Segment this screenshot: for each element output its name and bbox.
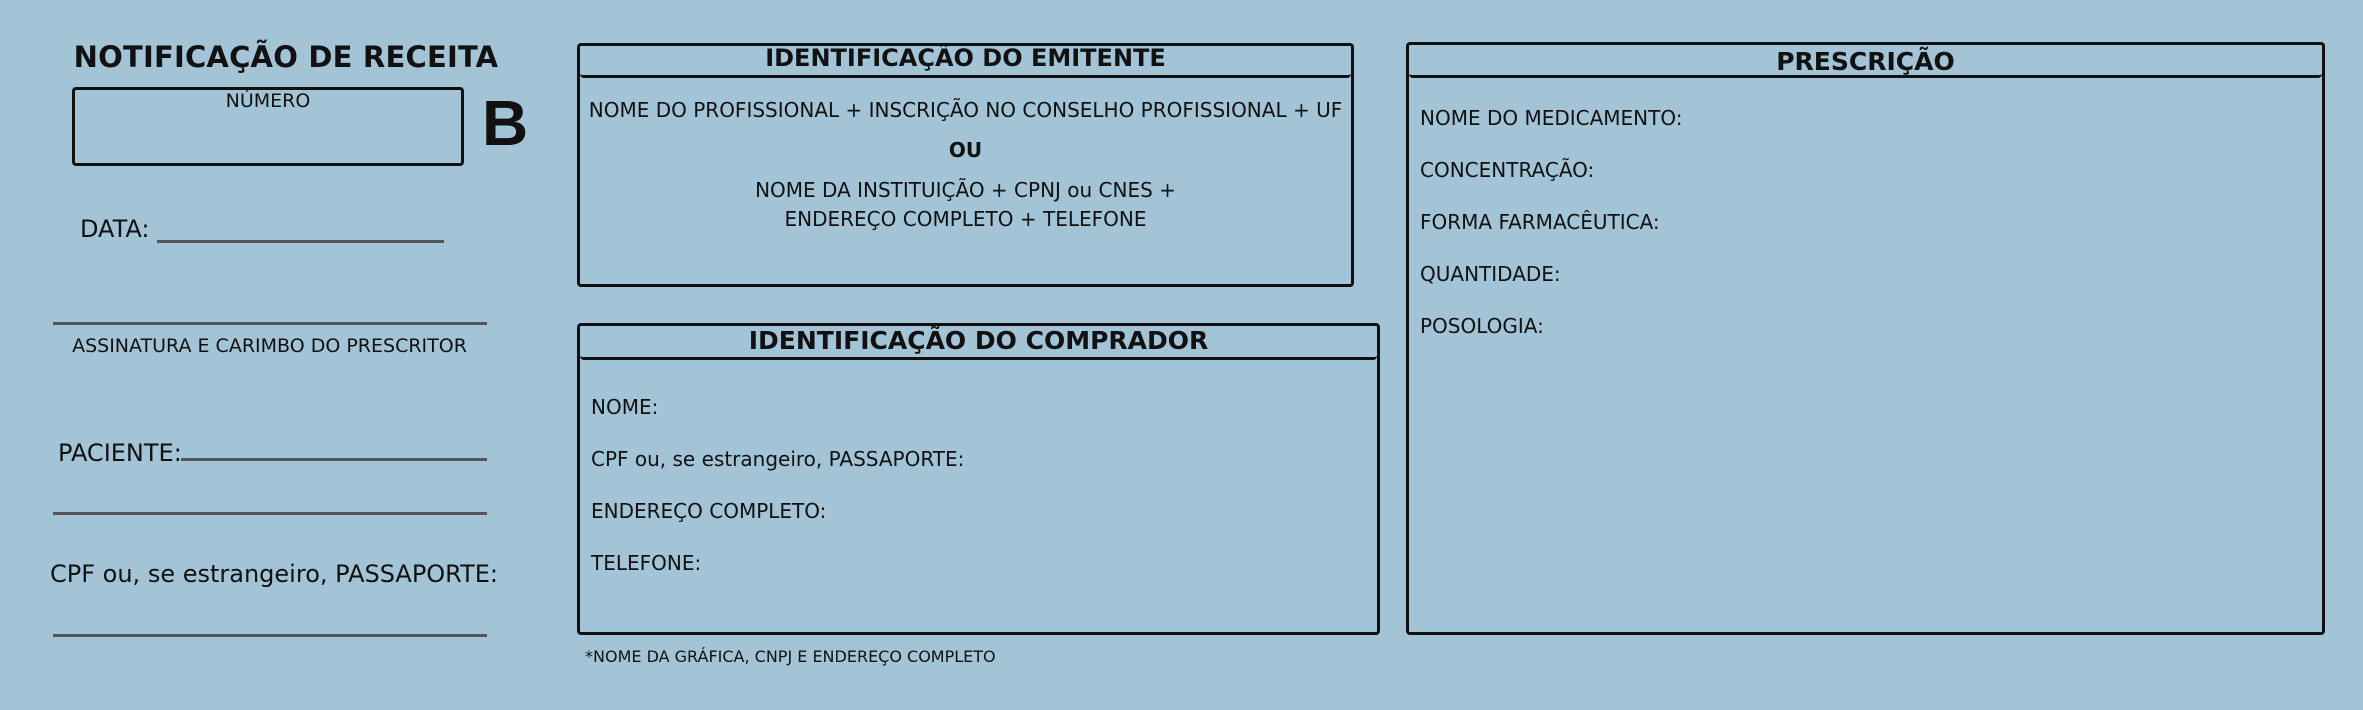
- comprador-panel: [577, 323, 1380, 635]
- comprador-title: IDENTIFICAÇÃO DO COMPRADOR: [580, 326, 1377, 360]
- comprador-endereco-field[interactable]: ENDEREÇO COMPLETO:: [591, 499, 827, 523]
- signature-line[interactable]: [53, 322, 487, 325]
- prescricao-title: PRESCRIÇÃO: [1409, 45, 2322, 78]
- comprador-nome-field[interactable]: NOME:: [591, 395, 659, 419]
- cpf-input-line[interactable]: [53, 634, 487, 637]
- data-input-line[interactable]: [157, 240, 444, 243]
- emitente-line3: ENDEREÇO COMPLETO + TELEFONE: [784, 207, 1147, 231]
- paciente-label: PACIENTE:: [58, 439, 182, 467]
- emitente-line2: NOME DA INSTITUIÇÃO + CPNJ ou CNES +: [755, 178, 1176, 202]
- paciente-second-line[interactable]: [53, 512, 487, 515]
- numero-field[interactable]: [72, 87, 464, 166]
- numero-label: NÚMERO: [225, 90, 311, 112]
- medicamento-field[interactable]: NOME DO MEDICAMENTO:: [1420, 106, 1683, 130]
- form-title: NOTIFICAÇÃO DE RECEITA: [73, 40, 499, 74]
- concentracao-field[interactable]: CONCENTRAÇÃO:: [1420, 158, 1595, 182]
- footnote: *NOME DA GRÁFICA, CNPJ E ENDEREÇO COMPLETO: [585, 647, 996, 666]
- emitente-or: OU: [948, 138, 983, 162]
- quantidade-field[interactable]: QUANTIDADE:: [1420, 262, 1561, 286]
- emitente-line1: NOME DO PROFISSIONAL + INSCRIÇÃO NO CONSELHO PROFISSIONAL + UF: [588, 98, 1343, 122]
- posologia-field[interactable]: POSOLOGIA:: [1420, 314, 1544, 338]
- prescricao-panel: [1406, 42, 2325, 635]
- comprador-cpf-field[interactable]: CPF ou, se estrangeiro, PASSAPORTE:: [591, 447, 965, 471]
- forma-farmaceutica-field[interactable]: FORMA FARMACÊUTICA:: [1420, 210, 1660, 234]
- signature-caption: ASSINATURA E CARIMBO DO PRESCRITOR: [72, 335, 467, 357]
- paciente-input-line[interactable]: [181, 458, 487, 461]
- cpf-label: CPF ou, se estrangeiro, PASSAPORTE:: [50, 560, 499, 588]
- receipt-type-letter: B: [482, 87, 529, 159]
- emitente-panel: [577, 43, 1354, 287]
- data-label: DATA:: [80, 215, 150, 243]
- comprador-telefone-field[interactable]: TELEFONE:: [591, 551, 702, 575]
- emitente-title: IDENTIFICAÇÃO DO EMITENTE: [580, 46, 1351, 78]
